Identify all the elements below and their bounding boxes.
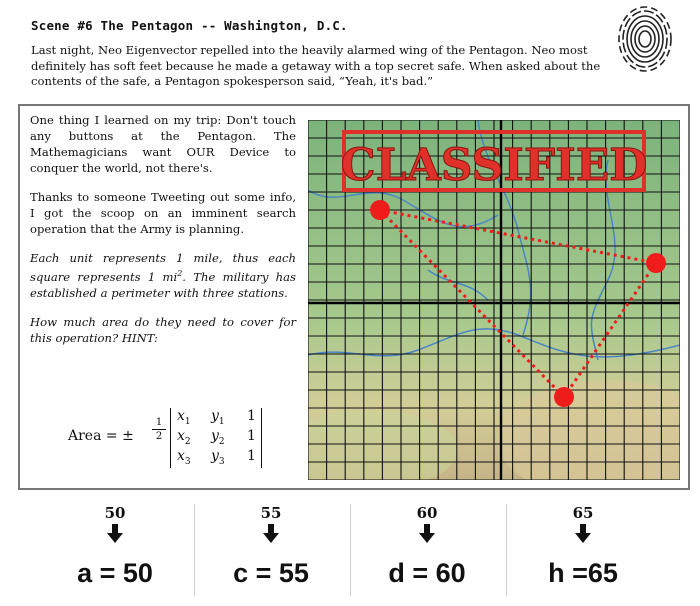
choice-answer: h =65 [548, 558, 618, 588]
choice-number: 60 [416, 504, 438, 522]
classified-stamp [341, 132, 648, 191]
answer-choice-d[interactable] [352, 496, 502, 596]
arrow-down-icon [573, 524, 593, 544]
divider [506, 504, 507, 596]
choice-answer: c = 55 [233, 558, 309, 588]
story-paragraph-1: One thing I learned on my trip: Don't touch any buttons at the Pentagon. The Mathemagicians want OUR Device to conquer the world, not there's. [30, 113, 296, 175]
choice-number: 65 [572, 504, 594, 522]
divider [194, 504, 195, 596]
formula-fraction [152, 417, 166, 442]
matrix-y2: $y_2$ [211, 428, 225, 447]
stamp-text: CLASSIFIED [340, 140, 648, 191]
answer-choice-a[interactable] [40, 496, 190, 596]
story-paragraph-3-sup: 2 [177, 269, 183, 278]
matrix-one-2: 1 [247, 428, 256, 444]
answer-choice-h[interactable] [508, 496, 658, 596]
matrix-x3: $x_3$ [177, 448, 191, 467]
fingerprint-icon [610, 2, 680, 72]
answer-choices [36, 496, 676, 596]
story-paragraph-3-end: . The military has established a perimeter with three stations. [30, 269, 296, 300]
arrow-down-icon [261, 524, 281, 544]
matrix-y3: $y_3$ [211, 448, 225, 467]
choice-number: 55 [260, 504, 282, 522]
matrix-one-3: 1 [247, 448, 256, 464]
determinant-matrix [170, 408, 262, 468]
station-1 [370, 200, 390, 220]
story-paragraph-3-start: Each unit represents 1 mile, thus each square represents 1 mi [30, 251, 296, 284]
arrow-down-icon [105, 524, 125, 544]
story-paragraph-2: Thanks to someone Tweeting out some info, I got the scoop on an imminent search operation that the Army is planning. [30, 190, 296, 236]
matrix-one-1: 1 [247, 408, 256, 424]
formula-label: Area = ± [68, 428, 134, 444]
arrow-down-icon [417, 524, 437, 544]
choice-answer: d = 60 [388, 558, 466, 588]
choice-number: 50 [104, 504, 126, 522]
story-text [30, 112, 296, 359]
fraction-numerator: 1 [155, 417, 163, 428]
story-paragraph-3 [30, 250, 296, 301]
matrix-y1: $y_1$ [211, 408, 225, 427]
station-3 [554, 387, 574, 407]
answer-choice-c[interactable] [196, 496, 346, 596]
story-paragraph-4: How much area do they need to cover for this operation? HINT: [30, 314, 296, 345]
scene-heading: Scene #6 The Pentagon -- Washington, D.C. [31, 18, 348, 33]
fraction-denominator: 2 [155, 431, 163, 442]
pentagon-map [308, 120, 680, 480]
area-formula [68, 408, 268, 470]
matrix-x1: $x_1$ [177, 408, 191, 427]
divider [350, 504, 351, 596]
choice-answer: a = 50 [77, 558, 153, 588]
scene-intro: Last night, Neo Eigenvector repelled into the heavily alarmed wing of the Pentagon. Neo most definitely has soft feet because he made a getaway with a top secret safe. When asked about the contents of the safe, a Pentagon spokesperson said, “Yeah, it's bad.” [31, 43, 601, 88]
matrix-x2: $x_2$ [177, 428, 191, 447]
station-2 [646, 253, 666, 273]
